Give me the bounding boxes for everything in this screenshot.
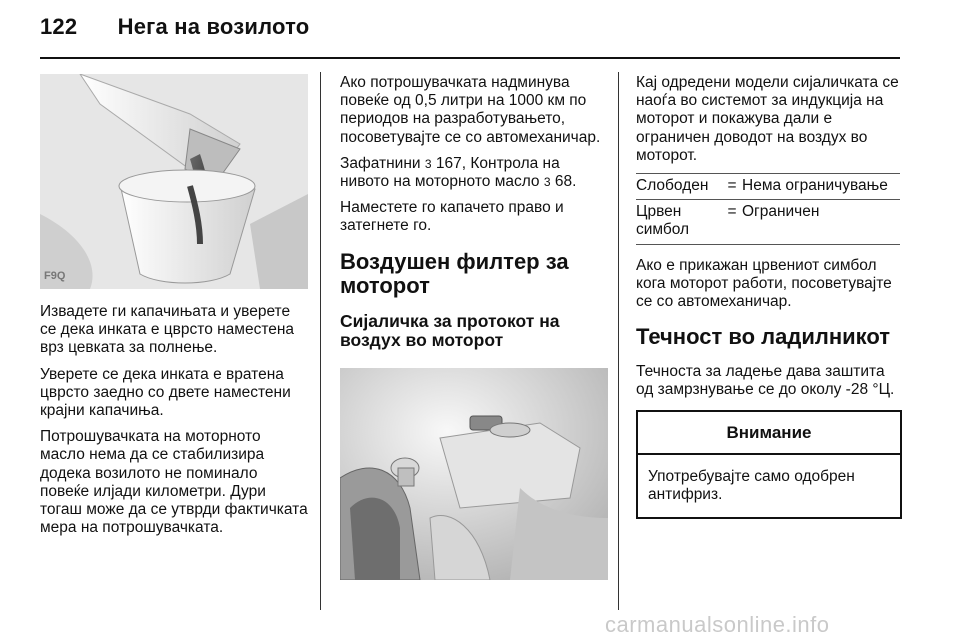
cross-reference-paragraph (340, 155, 608, 191)
table-cell: Ограничен (742, 203, 820, 221)
paragraph: Ако е прикажан црвениот симбол кога моторот работи, посоветувајте се со автомеханичар. (636, 256, 892, 311)
table-cell: = (727, 203, 737, 221)
paragraph: Наместете го капачето право и затегнете го. (340, 199, 564, 235)
oil-filling-figure (40, 74, 308, 289)
section-heading: Воздушен филтер за моторот (340, 248, 569, 298)
table-row (636, 173, 900, 199)
table-cell: = (727, 177, 737, 195)
paragraph: Кај одредени модели сијаличката се наоѓа во системот за индукција на моторот и покажува дали е ограничен доводот на воздух во моторот. (636, 74, 899, 164)
column-divider-2 (618, 72, 619, 610)
page-title: Нега на возилото (117, 14, 310, 39)
page-header (40, 14, 309, 40)
column-3 (636, 74, 900, 519)
table-cell: Слободен (636, 177, 709, 195)
watermark: carmanualsonline.info (605, 612, 830, 637)
column-1 (40, 74, 308, 545)
table-cell: Црвен симбол (636, 203, 690, 239)
ref-page-link[interactable]: 167 (435, 154, 462, 172)
indicator-table (636, 173, 900, 245)
engine-bay-illustration (340, 368, 608, 580)
ref-text: . (572, 173, 577, 191)
header-rule (40, 57, 900, 59)
ref-arrow-icon: 3 (543, 175, 551, 190)
paragraph: Уверете се дека инката е вратена цврсто заедно со двете наместени крајни капачиња. (40, 365, 291, 420)
ref-arrow-icon: 3 (424, 156, 432, 171)
table-row (636, 199, 900, 244)
column-2 (340, 74, 608, 580)
paragraph: Ако потрошувачката надминува повеќе од 0,5 литри на 1000 км по периодов на разработувањето, посоветувајте се со автомеханичар. (340, 74, 601, 146)
engine-air-filter-figure (340, 368, 608, 580)
subsection-heading: Сијаличка за протокот на воздух во моторот (340, 310, 560, 350)
paragraph: Течноста за ладење дава заштита од замрзнување се до околу -28 °Ц. (636, 363, 895, 399)
section-heading: Течност во ладилникот (636, 324, 891, 350)
ref-page-link[interactable]: 68 (554, 173, 573, 191)
ref-text: , Контрола на нивото на моторното масло (340, 154, 560, 191)
table-cell: Нема ограничување (742, 177, 888, 195)
warning-title: Внимание (638, 412, 900, 455)
funnel-illustration (40, 74, 308, 289)
paragraph: Извадете ги капачињата и уверете се дека инката е цврсто наместена врз цевката за полнење. (40, 303, 295, 357)
figure-label: F9Q (44, 269, 66, 282)
page-number: 122 (40, 14, 78, 39)
ref-text: Зафатнини (340, 154, 421, 172)
paragraph: Потрошувачката на моторното масло нема да се стабилизира додека возилото не поминало повеќе илјади километри. Дури тогаш може да се утврди фактичката мера на потрошувачката. (40, 428, 308, 537)
warning-body: Употребувајте само одобрен антифриз. (648, 467, 855, 504)
column-divider-1 (320, 72, 321, 610)
warning-box (636, 410, 902, 520)
